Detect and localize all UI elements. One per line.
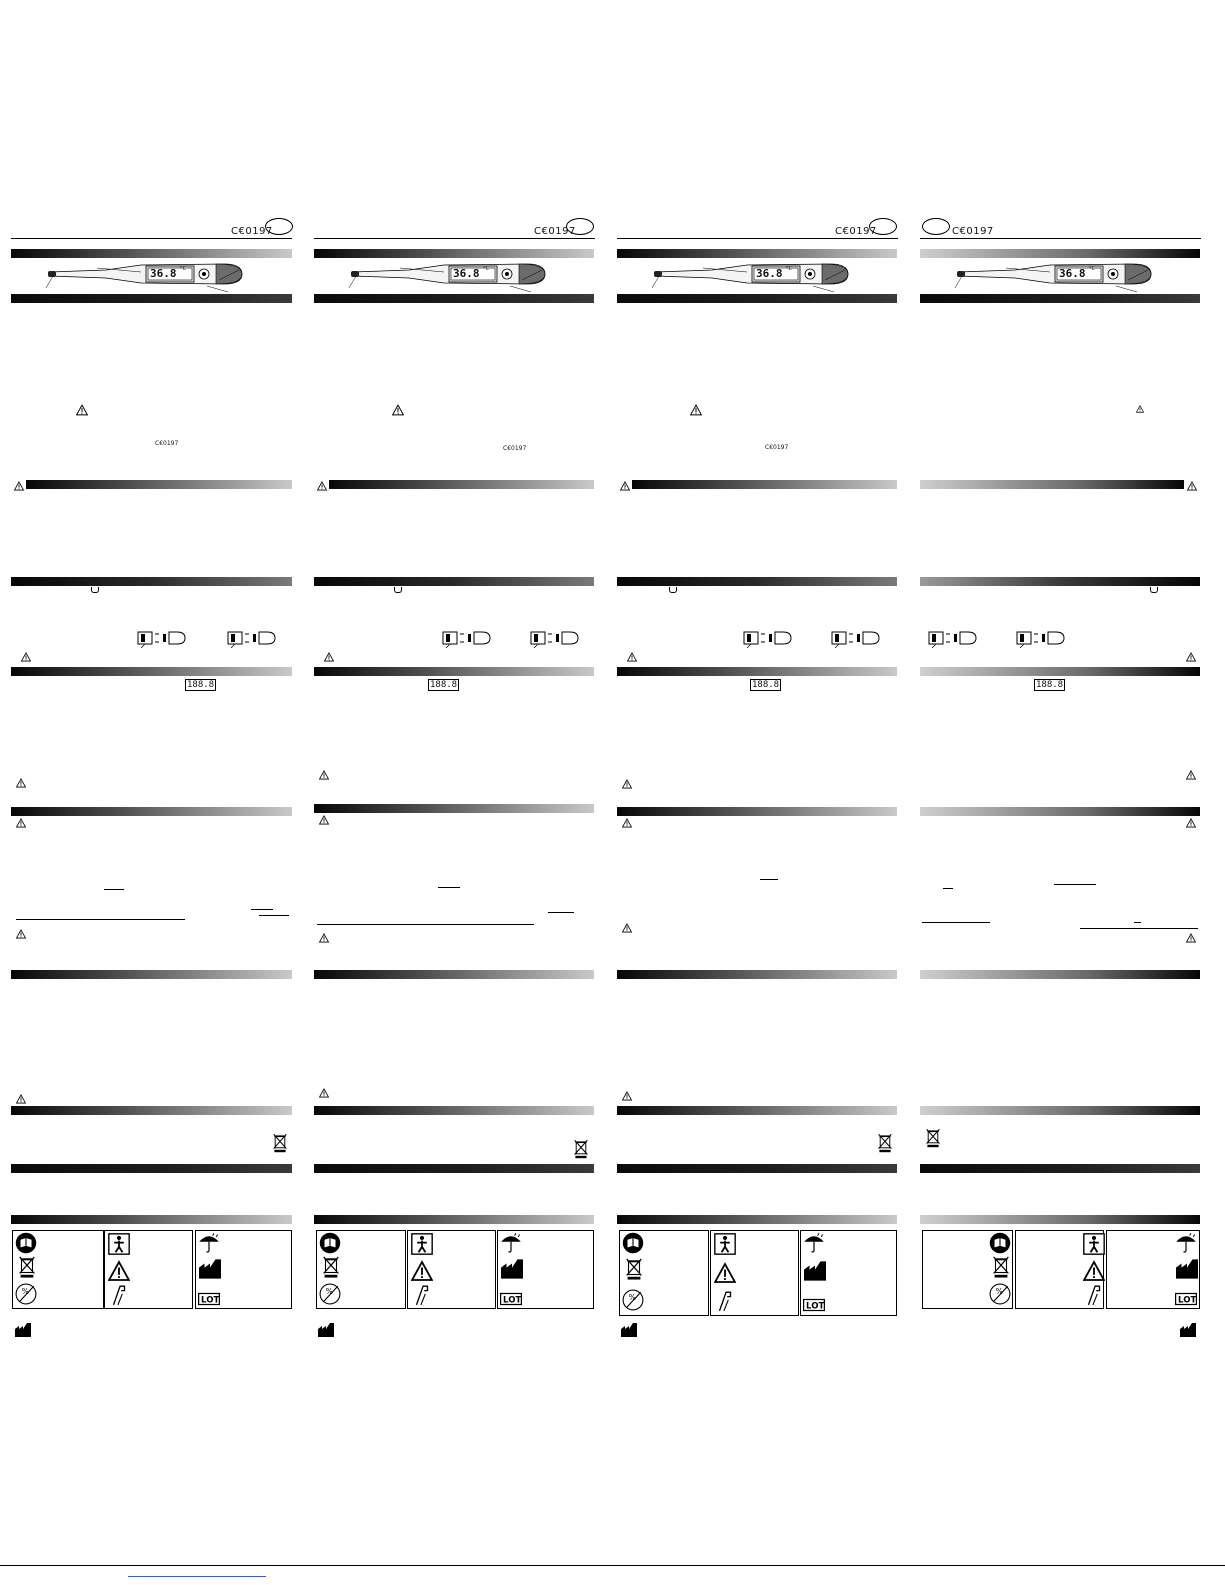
ce-mark: C€0197 xyxy=(231,226,273,237)
caution-icon xyxy=(1186,933,1196,943)
probe-cap-icon xyxy=(394,587,402,593)
section-bar xyxy=(11,1164,292,1173)
column-header xyxy=(314,218,595,240)
section-bar xyxy=(617,970,897,979)
underline xyxy=(317,924,534,925)
section-bar xyxy=(617,577,897,586)
section-bar xyxy=(920,1215,1200,1224)
thermometer-display-unit: °C xyxy=(1089,266,1095,272)
language-oval xyxy=(922,218,950,235)
type-bf-applied-part-icon xyxy=(411,1233,433,1255)
section-bar xyxy=(920,480,1184,489)
caution-icon xyxy=(108,1260,130,1282)
symbol-table xyxy=(619,1230,899,1308)
probe-insertion-diagram-left xyxy=(137,628,197,648)
weee-disposal-icon xyxy=(573,1138,589,1160)
section-bar xyxy=(11,294,292,303)
caution-icon xyxy=(1186,652,1196,662)
underline xyxy=(251,909,273,910)
caution-icon xyxy=(1187,481,1197,491)
underline xyxy=(259,915,289,916)
callout-lines xyxy=(11,248,292,298)
keep-dry-icon xyxy=(803,1232,825,1254)
thermometer-display-unit: °C xyxy=(180,266,186,272)
humidity-limit-icon xyxy=(15,1283,37,1305)
consult-instructions-icon xyxy=(319,1232,341,1254)
page-column-4 xyxy=(920,218,1201,1348)
thermometer-display-reading: 36.8 xyxy=(453,267,480,280)
caution-icon xyxy=(16,1094,26,1104)
manufacturer-icon xyxy=(621,1323,637,1337)
section-bar xyxy=(314,1215,594,1224)
ce-mark-inline: C€0197 xyxy=(503,445,527,452)
weee-disposal-icon xyxy=(272,1132,288,1154)
lot-icon xyxy=(198,1288,220,1310)
keep-dry-icon xyxy=(198,1232,220,1254)
humidity-limit-icon xyxy=(622,1289,644,1311)
underline xyxy=(943,888,953,889)
section-bar xyxy=(920,970,1200,979)
caution-icon xyxy=(690,404,702,416)
section-bar xyxy=(314,667,594,676)
weee-disposal-icon xyxy=(320,1256,342,1278)
section-bar xyxy=(26,480,292,489)
caution-icon xyxy=(16,778,26,788)
column-header xyxy=(617,218,898,240)
underline xyxy=(548,912,574,913)
probe-insertion-diagram-left xyxy=(743,628,803,648)
caution-icon xyxy=(319,770,329,780)
caution-icon xyxy=(319,1088,329,1098)
section-bar xyxy=(617,1106,897,1115)
section-bar xyxy=(920,1164,1200,1173)
header-rule xyxy=(314,238,595,239)
probe-cap-icon xyxy=(1150,587,1158,593)
temperature-limit-icon xyxy=(714,1290,736,1312)
ce-mark: C€0197 xyxy=(534,226,576,237)
manufacturer-icon xyxy=(199,1258,221,1280)
keep-dry-icon xyxy=(500,1232,522,1254)
type-bf-applied-part-icon xyxy=(1083,1233,1105,1255)
caution-icon xyxy=(1083,1260,1105,1282)
section-bar xyxy=(11,577,292,586)
underline xyxy=(16,919,185,920)
caution-icon xyxy=(1186,818,1196,828)
section-bar xyxy=(920,294,1200,303)
section-bar xyxy=(617,1215,897,1224)
section-bar xyxy=(920,577,1200,586)
probe-insertion-diagram-right xyxy=(227,628,287,648)
caution-icon xyxy=(627,652,637,662)
section-bar xyxy=(314,577,594,586)
underline xyxy=(104,889,124,890)
weee-disposal-icon xyxy=(990,1256,1012,1278)
caution-icon xyxy=(16,818,26,828)
keep-dry-icon xyxy=(1175,1232,1197,1254)
probe-insertion-diagram-right xyxy=(530,628,590,648)
caution-icon xyxy=(14,481,24,491)
caution-icon xyxy=(76,404,88,416)
thermometer-display-reading: 36.8 xyxy=(150,267,177,280)
section-bar xyxy=(11,807,292,816)
probe-insertion-diagram-left xyxy=(928,628,988,648)
section-bar xyxy=(920,667,1200,676)
thermometer-display-reading: 36.8 xyxy=(1059,267,1086,280)
humidity-limit-icon xyxy=(989,1283,1011,1305)
header-rule xyxy=(920,238,1201,239)
thermometer-display-reading: 36.8 xyxy=(756,267,783,280)
underline xyxy=(438,887,460,888)
section-bar xyxy=(11,1215,292,1224)
caution-icon xyxy=(622,923,632,933)
caution-icon xyxy=(319,815,329,825)
consult-instructions-icon xyxy=(989,1232,1011,1254)
manufacturer-icon xyxy=(501,1258,523,1280)
section-bar xyxy=(314,294,594,303)
lcd-test-display: 188.8 xyxy=(752,680,780,690)
page-column-3 xyxy=(617,218,898,1348)
symbol-table xyxy=(12,1230,292,1308)
weee-disposal-icon xyxy=(877,1132,893,1154)
probe-insertion-diagram-right xyxy=(831,628,891,648)
callout-lines xyxy=(314,248,595,298)
caution-icon xyxy=(411,1260,433,1282)
section-bar xyxy=(617,294,897,303)
probe-insertion-diagram-right xyxy=(1016,628,1076,648)
ce-mark: C€0197 xyxy=(952,226,994,237)
callout-lines xyxy=(920,248,1201,298)
section-bar xyxy=(920,807,1200,816)
caution-icon xyxy=(622,779,632,789)
section-bar xyxy=(632,480,897,489)
section-bar xyxy=(314,970,594,979)
caution-icon xyxy=(1186,770,1196,780)
column-header xyxy=(11,218,292,240)
underline xyxy=(760,879,778,880)
header-rule xyxy=(617,238,898,239)
section-bar xyxy=(314,1106,594,1115)
caution-icon xyxy=(392,404,404,416)
probe-insertion-diagram-left xyxy=(442,628,502,648)
language-oval xyxy=(869,218,897,235)
thermometer-display-unit: °C xyxy=(786,266,792,272)
temperature-limit-icon xyxy=(108,1284,130,1306)
page-column-2 xyxy=(314,218,595,1348)
manufacturer-icon xyxy=(318,1323,334,1337)
weee-disposal-icon xyxy=(623,1258,645,1280)
section-bar xyxy=(329,480,594,489)
lot-icon xyxy=(803,1294,825,1316)
type-bf-applied-part-icon xyxy=(714,1233,736,1255)
temperature-limit-icon xyxy=(1083,1284,1105,1306)
section-bar xyxy=(11,970,292,979)
page-footer-rule xyxy=(0,1565,1225,1566)
manufacturer-icon xyxy=(804,1260,826,1282)
type-bf-applied-part-icon xyxy=(108,1233,130,1255)
callout-lines xyxy=(617,248,898,298)
page-column-1 xyxy=(11,218,292,1348)
caution-icon xyxy=(317,481,327,491)
caution-icon xyxy=(16,929,26,939)
lot-icon xyxy=(500,1288,522,1310)
caution-icon xyxy=(21,652,31,662)
underline xyxy=(1134,922,1141,923)
language-oval xyxy=(265,218,293,235)
consult-instructions-icon xyxy=(622,1232,644,1254)
ce-mark: C€0197 xyxy=(835,226,877,237)
header-rule xyxy=(11,238,292,239)
caution-icon xyxy=(1136,405,1144,413)
section-bar xyxy=(617,667,897,676)
footer-link-underline[interactable] xyxy=(128,1576,266,1577)
lcd-test-display: 188.8 xyxy=(430,680,458,690)
section-bar xyxy=(617,1164,897,1173)
lcd-test-display: 188.8 xyxy=(187,680,215,690)
temperature-limit-icon xyxy=(411,1284,433,1306)
caution-icon xyxy=(622,818,632,828)
caution-icon xyxy=(714,1262,736,1284)
section-bar xyxy=(617,807,897,816)
caution-icon xyxy=(622,1091,632,1101)
thermometer-display-unit: °C xyxy=(483,266,489,272)
symbol-table xyxy=(316,1230,596,1308)
manufacturer-icon xyxy=(15,1323,31,1337)
section-bar xyxy=(11,667,292,676)
symbol-table xyxy=(922,1230,1202,1308)
lcd-test-display: 188.8 xyxy=(1036,680,1064,690)
manufacturer-icon xyxy=(1180,1323,1196,1337)
humidity-limit-icon xyxy=(319,1283,341,1305)
section-bar xyxy=(920,1106,1200,1115)
probe-cap-icon xyxy=(669,587,677,593)
underline xyxy=(1054,884,1096,885)
ce-mark-inline: C€0197 xyxy=(155,440,179,447)
lot-icon xyxy=(1175,1288,1197,1310)
weee-disposal-icon xyxy=(925,1127,941,1149)
section-bar xyxy=(314,804,594,813)
consult-instructions-icon xyxy=(15,1232,37,1254)
caution-icon xyxy=(319,933,329,943)
manufacturer-icon xyxy=(1176,1258,1198,1280)
section-bar xyxy=(11,1106,292,1115)
underline xyxy=(1080,928,1198,929)
caution-icon xyxy=(620,481,630,491)
language-oval xyxy=(566,218,594,235)
underline xyxy=(922,922,990,923)
weee-disposal-icon xyxy=(16,1256,38,1278)
caution-icon xyxy=(324,652,334,662)
section-bar xyxy=(314,1164,594,1173)
ce-mark-inline: C€0197 xyxy=(765,444,789,451)
column-header xyxy=(920,218,1201,240)
probe-cap-icon xyxy=(91,587,99,593)
